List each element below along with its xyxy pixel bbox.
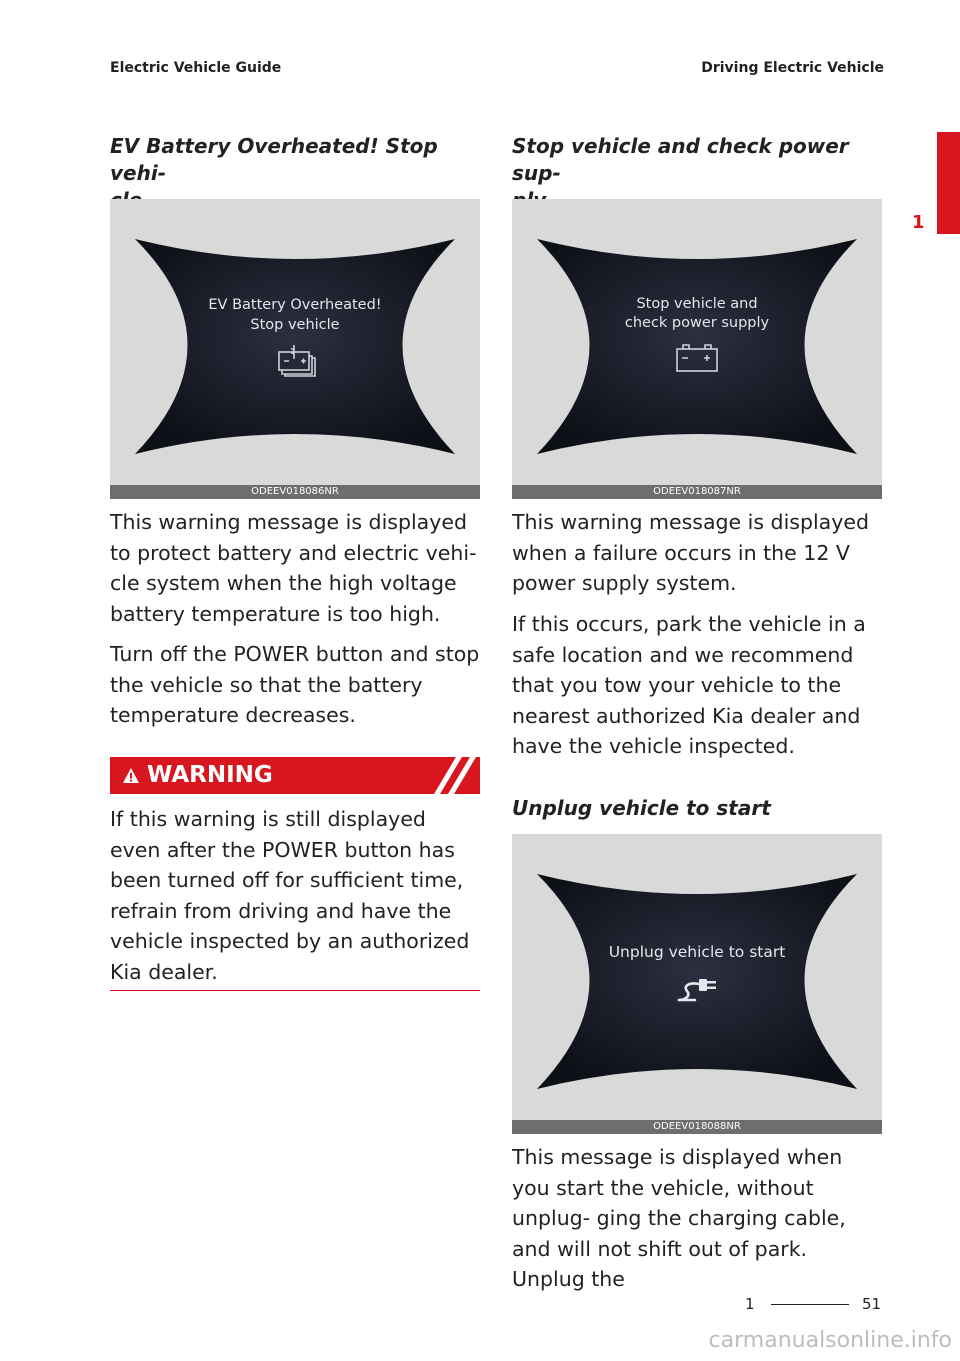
- screen-message-line2: check power supply: [624, 315, 770, 331]
- warning-stripes: [430, 757, 480, 794]
- figure-unplug-vehicle: [512, 834, 882, 1134]
- chapter-tab: [937, 132, 960, 234]
- running-header-right: Driving Electric Vehicle: [701, 60, 884, 76]
- figure-code: ODEEV018087NR: [512, 485, 882, 499]
- warning-bottom-rule: [110, 990, 480, 991]
- chapter-tab-number: 1: [912, 212, 925, 233]
- battery-temperature-icon: [270, 343, 318, 377]
- paragraph-power-supply-action: If this occurs, park the vehicle in a safe location and we recommend that you tow your vehicle to the nearest authorized Kia dealer and have the vehicle inspected.: [512, 612, 866, 758]
- warning-text: If this warning is still displayed even after the POWER button has been turned off for sufficient time, refrain from driving and have the vehicle inspected by an authorized Kia dealer.: [110, 807, 470, 984]
- warning-triangle-icon: [122, 767, 140, 784]
- warning-label: WARNING: [147, 762, 273, 788]
- figure-code: ODEEV018088NR: [512, 1120, 882, 1134]
- paragraph-overheat-description: This warning message is displayed to protect battery and electric vehi- cle system when the high voltage battery temperature is too high.: [110, 510, 477, 626]
- screen-message-line2: Stop vehicle: [250, 317, 340, 333]
- footer-chapter-number: 1: [745, 1295, 755, 1313]
- paragraph-power-supply-description: This warning message is displayed when a failure occurs in the 12 V power supply system.: [512, 510, 869, 595]
- screen-message-line1: Unplug vehicle to start: [608, 943, 786, 961]
- warning-banner: [110, 757, 480, 794]
- plug-cable-icon: [675, 972, 721, 1006]
- watermark: carmanualsonline.info: [708, 1328, 952, 1353]
- footer-rule: [771, 1304, 849, 1305]
- figure-battery-overheated: [110, 199, 480, 499]
- battery-12v-icon: [675, 343, 719, 373]
- figure-check-power-supply: [512, 199, 882, 499]
- section-title-line1: Stop vehicle and check power sup-: [512, 134, 849, 185]
- footer-page-number: 51: [862, 1295, 882, 1313]
- running-header-left: Electric Vehicle Guide: [110, 60, 282, 76]
- section-title-line1: EV Battery Overheated! Stop vehi-: [110, 134, 438, 185]
- screen-message-line1: EV Battery Overheated!: [208, 297, 382, 313]
- paragraph-overheat-action: Turn off the POWER button and stop the vehicle so that the battery temperature decreases.: [110, 642, 480, 727]
- screen-message-line1: Stop vehicle and: [636, 296, 758, 312]
- figure-code: ODEEV018086NR: [110, 485, 480, 499]
- section-title-unplug-vehicle: Unplug vehicle to start: [512, 796, 771, 820]
- paragraph-unplug-description: This message is displayed when you start the vehicle, without unplug- ging the charging cable, and will not shift out of park. Unplug the: [512, 1145, 846, 1291]
